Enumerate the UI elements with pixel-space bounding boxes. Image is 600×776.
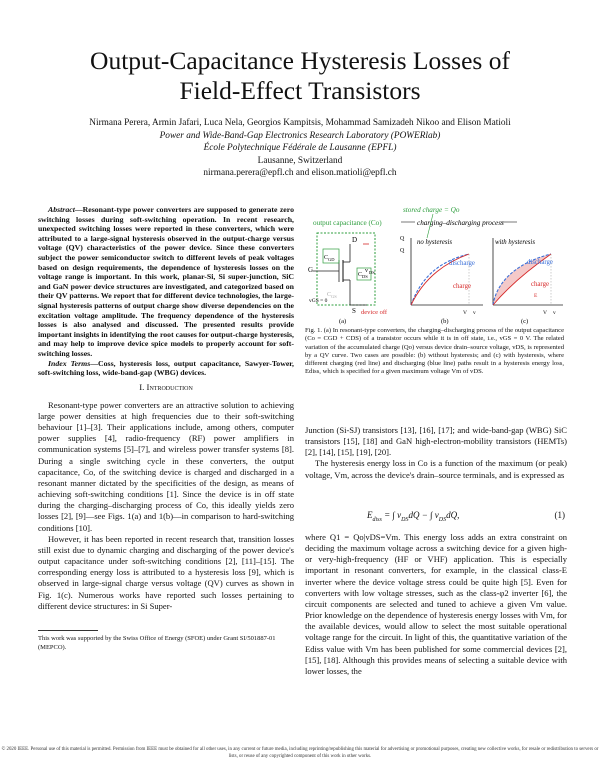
equation-number: (1) [554,510,565,520]
gate-terminal: G [308,266,314,274]
device-off-label: device off [361,309,388,316]
footnote-rule [38,630,98,631]
vgs-label: vGS = 0 [309,298,328,304]
figure-1 [305,202,567,326]
figure-1-caption: Fig. 1. (a) In resonant-type converters, the charging–discharging process of the output capacitance (Co = CGD + CDS) of a transistor occurs while it is in off state, i.e., vGS = 0 V. The related variation of the accumulated charge (Qo) versus device drain–source voltage, vDS, is represented by a QV curve. Two cases are possible: (b) without hysteresis; and (c) with hysteresis, where different charging (red line) and discharging (blue line) paths result in a hysteresis energy loss, Ediss, which is specified for a given maximum voltage Vm of vDS. [305,327,564,376]
funding-footnote: This work was supported by the Swiss Office of Energy (SFOE) under Grant SI/501887-01 (MEPCO). [38,635,276,651]
charge-label-c: charge [531,281,549,288]
copyright-notice: © 2020 IEEE. Personal use of this material is permitted. Permission from IEEE must be obtained for all other uses, in any current or future media, including reprinting/republishing this material for advertising or promotional purposes, creating new collective works, for resale or redistribution to servers or lists, or reuse of any copyrighted component of this work in other works. [1,747,599,759]
right-column-top [305,425,567,481]
right-paragraph-3: where Q1 = Qo|vDS=Vm. This energy loss adds an extra constraint on deciding the maximum voltage across a switching device for a given high- or very-high-frequency (HF or VHF) application. This is especially important in resonant converters, for example, in the classical class-E inverter where the device voltage stress could be quite high [5]. Even for converters with low voltage stresses, such as the class-φ2 inverter [6], the circuit components are selected and tuned to achieve a given Vm value. Prior knowledge on the dependence of hysteresis energy losses with Vm, for the available devices, would allow to select the most suitable operational voltage range for the circuit. In light of this, the quantitative variation of the Ediss value with Vm has been published for some commercial devices [2], [15], [18]. Although this provides means of selecting a suitable device with lower losses, the [305,532,567,676]
section-heading-introduction: I. Introduction [139,381,193,392]
index-terms-text: —Coss, hysteresis loss, output capacitance, Sawyer-Tower, soft-switching loss, wide-band-gap (WBG) devices. [38,358,294,378]
right-paragraph-2: The hysteresis energy loss in Co is a function of the maximum (or peak) voltage, Vm, across the device's drain–source terminals, and is expressed as [305,458,567,480]
svg-text:DS: DS [369,270,375,275]
paper-title-line-1: Output-Capacitance Hysteresis Losses of [90,46,510,75]
stored-charge-label: stored charge = Qo [403,206,460,214]
author-names: Nirmana Perera, Armin Jafari, Luca Nela, Georgios Kampitsis, Mohammad Samizadeh Nikoo and Elison Matioli [89,118,511,128]
charge-label-b: charge [453,283,471,290]
qv-plot-with-hysteresis [493,238,563,325]
abstract-text: —Resonant-type power converters are supposed to generate zero switching losses during soft-switching operation. In recent research, unexpected switching losses were reported in these converters, which were attributed to a large-signal hysteresis observed in the output-charge versus voltage (QV) characteristics of the power device. Since these converters subject the power semiconductor switch to different levels of peak voltages based on design requirements, the dependence of hysteresis losses on the voltage range is important. In this work, planar-Si, Si super-junction, SiC and GaN power device structures are investigated, and categorized based on their QV patterns. We report that for different device technologies, the large-signal hysteresis patterns of output charge show diverse dependencies on the excitation voltage amplitude. The frequency dependence of the hysteresis losses is also analysed and discussed. The presented results provide important insights in identifying the root causes for output-charge hysteresis, and may help to improve device spice models to properly account for soft-switching losses. [38,205,295,358]
index-terms [38,359,294,378]
panel-a-label: (a) [339,318,347,325]
right-paragraph-1: Junction (Si-SJ) transistors [13], [16], [17]; and wide-band-gap (WBG) SiC transistors [15], [18] and GaN high-electron-mobility transistors (HEMTs) [2], [14], [15], [19], [20]. [305,425,567,458]
affiliation-city: Lausanne, Switzerland [257,155,343,166]
intro-paragraph-1: Resonant-type power converters are an attractive solution to achieving large power densities at high frequencies due to their soft-switching behaviour [1]–[3]. Their applications include, among others, computer power supplies [4], radio-frequency (RF) power amplifiers in communication systems [5]–[7], and wireless power transfer systems [8]. During a single switching cycle in these converters, the output capacitance, Co, of the switching device is charged and discharged in a resonant manner dictated by the specificities of the design, as means of achieving soft-switching conditions [1]. Since the device is in off state during the charging–discharging process of Co, this ideally yields zero losses [2], [9]—see Figs. 1(a) and 1(b)—in comparison to hard-switching conditions [10]. [38,399,294,533]
discharge-label-c: discharge [527,259,553,266]
ediss-label: E [534,293,538,299]
cgd-label: C [324,255,329,261]
panel-c-label: (c) [521,318,529,325]
abstract [38,205,294,359]
right-column-bottom [305,532,567,677]
vds-axis-b: v [473,310,476,316]
equation-1: $E_{diss}$ = ∫ $v_{DS}dQ$ − ∫ $v_{DS}dQ$, (1) [367,510,565,523]
qv-plot-no-hysteresis [400,236,483,325]
process-label: charging–discharging process [417,219,504,227]
with-hysteresis-title: with hysteresis [495,239,535,246]
left-column [38,205,294,612]
vds-label: v [365,268,368,274]
author-block [0,117,600,180]
discharge-label-b: discharge [449,260,475,267]
panel-b-label: (b) [441,318,449,325]
q1-tick-b: Q [400,248,405,254]
vm-tick-c: V [543,310,547,316]
vds-axis-c: v [553,310,556,316]
cgs-label: C [327,292,332,298]
cds-label: C [358,272,363,278]
affiliation-school: École Polytechnique Fédérale de Lausanne (EPFL) [203,143,397,153]
qo-axis-label-b: Q [400,236,405,242]
author-emails: nirmana.perera@epfl.ch and elison.matioli@epfl.ch [203,168,397,178]
affiliation-lab: Power and Wide-Band-Gap Electronics Research Laboratory (POWERlab) [159,130,441,141]
output-capacitance-label: output capacitance (Co) [313,219,382,227]
drain-terminal: D [352,236,358,244]
source-terminal: S [352,307,356,315]
paper-title-line-2: Field-Effect Transistors [179,76,421,105]
intro-paragraph-2: However, it has been reported in recent research that, transition losses still exist due to dynamic charging and discharging of the power device's output capacitance under soft-switching conditions [2], [11]–[15]. The corresponding energy loss is attributed to a hysteresis loss [9], which is observed in large-signal charge versus voltage (QV) curves as shown in Fig. 1(c). Numerous works have reported such losses pertaining to different device structures: in Si Super- [38,533,294,611]
svg-text:GD: GD [328,257,335,262]
svg-text:GS: GS [331,294,337,299]
no-hysteresis-title: no hysteresis [417,239,453,246]
abstract-label: Abstract [48,205,75,214]
vm-tick-b: V [463,310,467,316]
svg-text:DS: DS [362,274,368,279]
transistor-schematic [308,233,388,325]
index-terms-label: Index Terms [48,358,91,368]
